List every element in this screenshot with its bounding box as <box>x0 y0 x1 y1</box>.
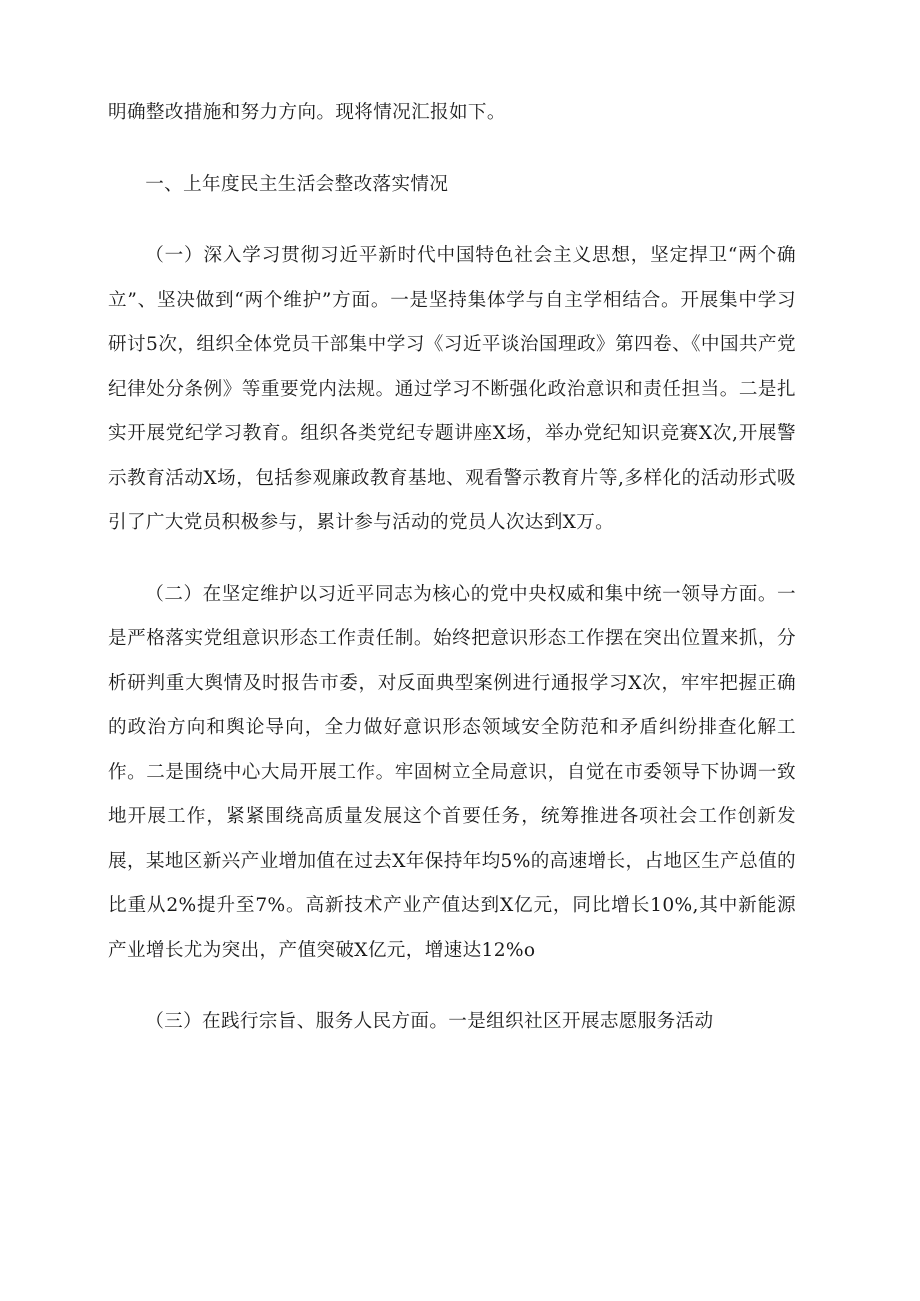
paragraph-item-2: （二）在坚定维护以习近平同志为核心的党中央权威和集中统一领导方面。一是严格落实党组意识形态工作责任制。始终把意识形态工作摆在突出位置来抓，分析研判重大舆情及时报告市委，对反面典型案例进行通报学习X次，牢牢把握正确的政治方向和舆论导向，全力做好意识形态领域安全防范和矛盾纠纷排查化解工作。二是围绕中心大局开展工作。牢固树立全局意识，自觉在市委领导下协调一致地开展工作，紧紧围绕高质量发展这个首要任务，统筹推进各项社会工作创新发展，某地区新兴产业增加值在过去X年保持年均5%的高速增长，占地区生产总值的比重从2%提升至7%。高新技术产业产值达到X亿元，同比增长10%,其中新能源产业增长尤为突出，产值突破X亿元，增速达12%o <box>108 583 796 961</box>
section-heading: 一、上年度民主生活会整改落实情况 <box>145 173 449 195</box>
document-body <box>108 91 796 1045</box>
paragraph-item-1: （一）深入学习贯彻习近平新时代中国特色社会主义思想，坚定捍卫“两个确立”、坚决做到“两个维护”方面。一是坚持集体学与自主学相结合。开展集中学习研讨5次，组织全体党员干部集中学习《习近平谈治国理政》第四卷、《中国共产党纪律处分条例》等重要党内法规。通过学习不断强化政治意识和责任担当。二是扎实开展党纪学习教育。组织各类党纪专题讲座X场，举办党纪知识竞赛X次,开展警示教育活动X场，包括参观廉政教育基地、观看警示教育片等,多样化的活动形式吸引了广大党员积极参与，累计参与活动的党员人次达到X万。 <box>108 245 796 533</box>
paragraph-item-3: （三）在践行宗旨、服务人民方面。一是组织社区开展志愿服务活动 <box>145 1011 714 1032</box>
intro-paragraph-tail: 明确整改措施和努力方向。现将情况汇报如下。 <box>108 102 506 123</box>
